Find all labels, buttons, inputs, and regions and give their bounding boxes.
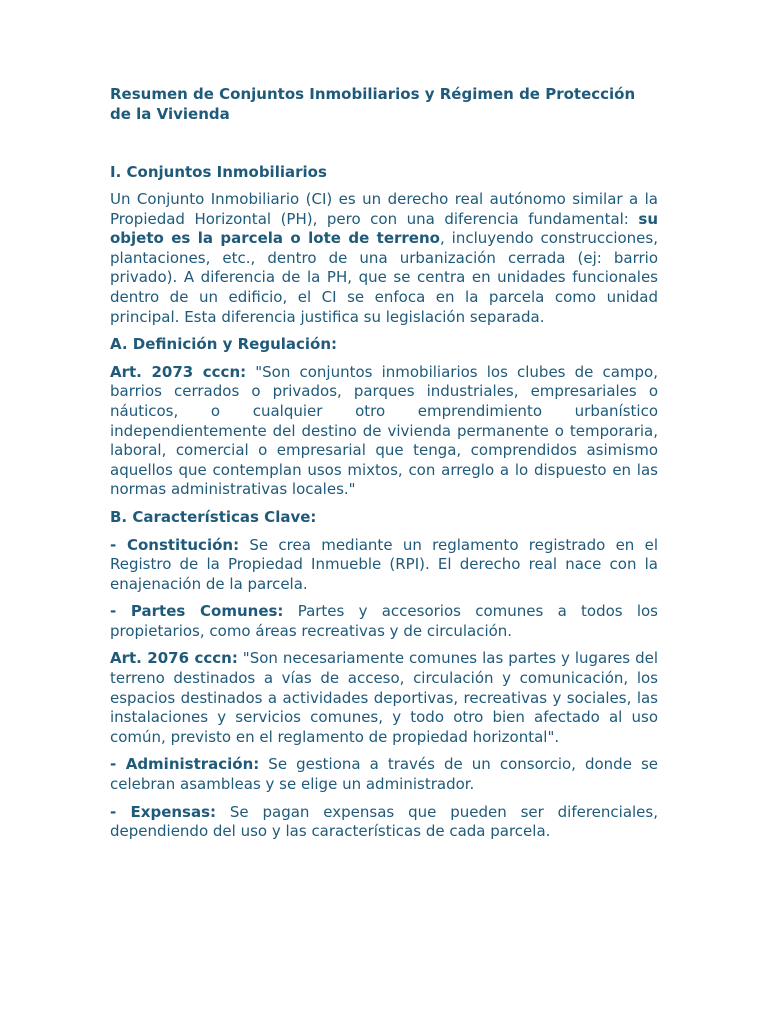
constitucion-text: Se crea mediante un reglamento registrado en el Registro de la Propiedad Inmueble (RPI). El derecho real nace con la enajenación de la parcela. <box>110 535 659 593</box>
intro-text-start: Un Conjunto Inmobiliario (CI) es un derecho real autónomo similar a la Propiedad Horizontal (PH), pero con una diferencia fundamental: <box>110 190 658 228</box>
partes-comunes-label: - Partes Comunes: <box>110 602 284 621</box>
partes-comunes-paragraph <box>110 602 658 641</box>
expensas-text: Se pagan expensas que pueden ser diferenciales, dependiendo del uso y las características de cada parcela. <box>110 802 658 841</box>
article-2076-label: Art. 2076 cccn: <box>110 649 238 668</box>
intro-bold-text: su objeto es la parcela o lote de terreno <box>110 209 658 248</box>
article-2076-paragraph <box>110 649 658 747</box>
document-title: Resumen de Conjuntos Inmobiliarios y Régimen de Protección de la Vivienda <box>110 85 636 123</box>
article-2073-text: "Son conjuntos inmobiliarios los clubes de campo, barrios cerrados o privados, parques industriales, empresariales o náuticos, o cualquier otro emprendimiento urbanístico independientemente del destino de vivienda permanente o temporaria, laboral, comercial o empresarial que tenga, comprendidos asimismo aquellos que contemplan usos mixtos, con arreglo a lo dispuesto en las normas administrativas locales." <box>110 362 659 499</box>
administracion-label: - Administración: <box>110 755 260 774</box>
intro-text-end: , incluyendo construcciones, plantaciones, etc., dentro de una urbanización cerrada (ej: barrio privado). A diferencia de la PH, que se centra en unidades funcionales dentro de un edificio, el CI se enfoca en la parcela como unidad principal. Esta diferencia justifica su legislación separada. <box>110 229 658 326</box>
article-2076-text: "Son necesariamente comunes las partes y lugares del terreno destinados a vías de acceso, circulación y comunicación, los espacios destinados a actividades deportivas, recreativas y sociales, las instalaciones y servicios comunes, y todo otro bien afectado al uso común, previsto en el reglamento de propiedad horizontal". <box>110 649 659 746</box>
subheading-caracteristicas: B. Características Clave: <box>110 507 317 526</box>
expensas-paragraph <box>110 803 658 842</box>
partes-comunes-text: Partes y accesorios comunes a todos los propietarios, como áreas recreativas y de circulación. <box>110 602 658 640</box>
constitucion-label: - Constitución: <box>110 535 240 554</box>
administracion-paragraph <box>110 755 658 794</box>
article-2073-paragraph <box>110 363 658 500</box>
administracion-text: Se gestiona a través de un consorcio, donde se celebran asambleas y se elige un administrador. <box>110 755 658 794</box>
constitucion-paragraph <box>110 536 658 595</box>
intro-paragraph <box>110 190 658 327</box>
article-2073-label: Art. 2073 cccn: <box>110 362 247 381</box>
expensas-label: - Expensas: <box>110 802 217 821</box>
section-heading-conjuntos: I. Conjuntos Inmobiliarios <box>110 163 327 181</box>
subheading-definicion: A. Definición y Regulación: <box>110 335 338 354</box>
document-content <box>110 84 658 850</box>
